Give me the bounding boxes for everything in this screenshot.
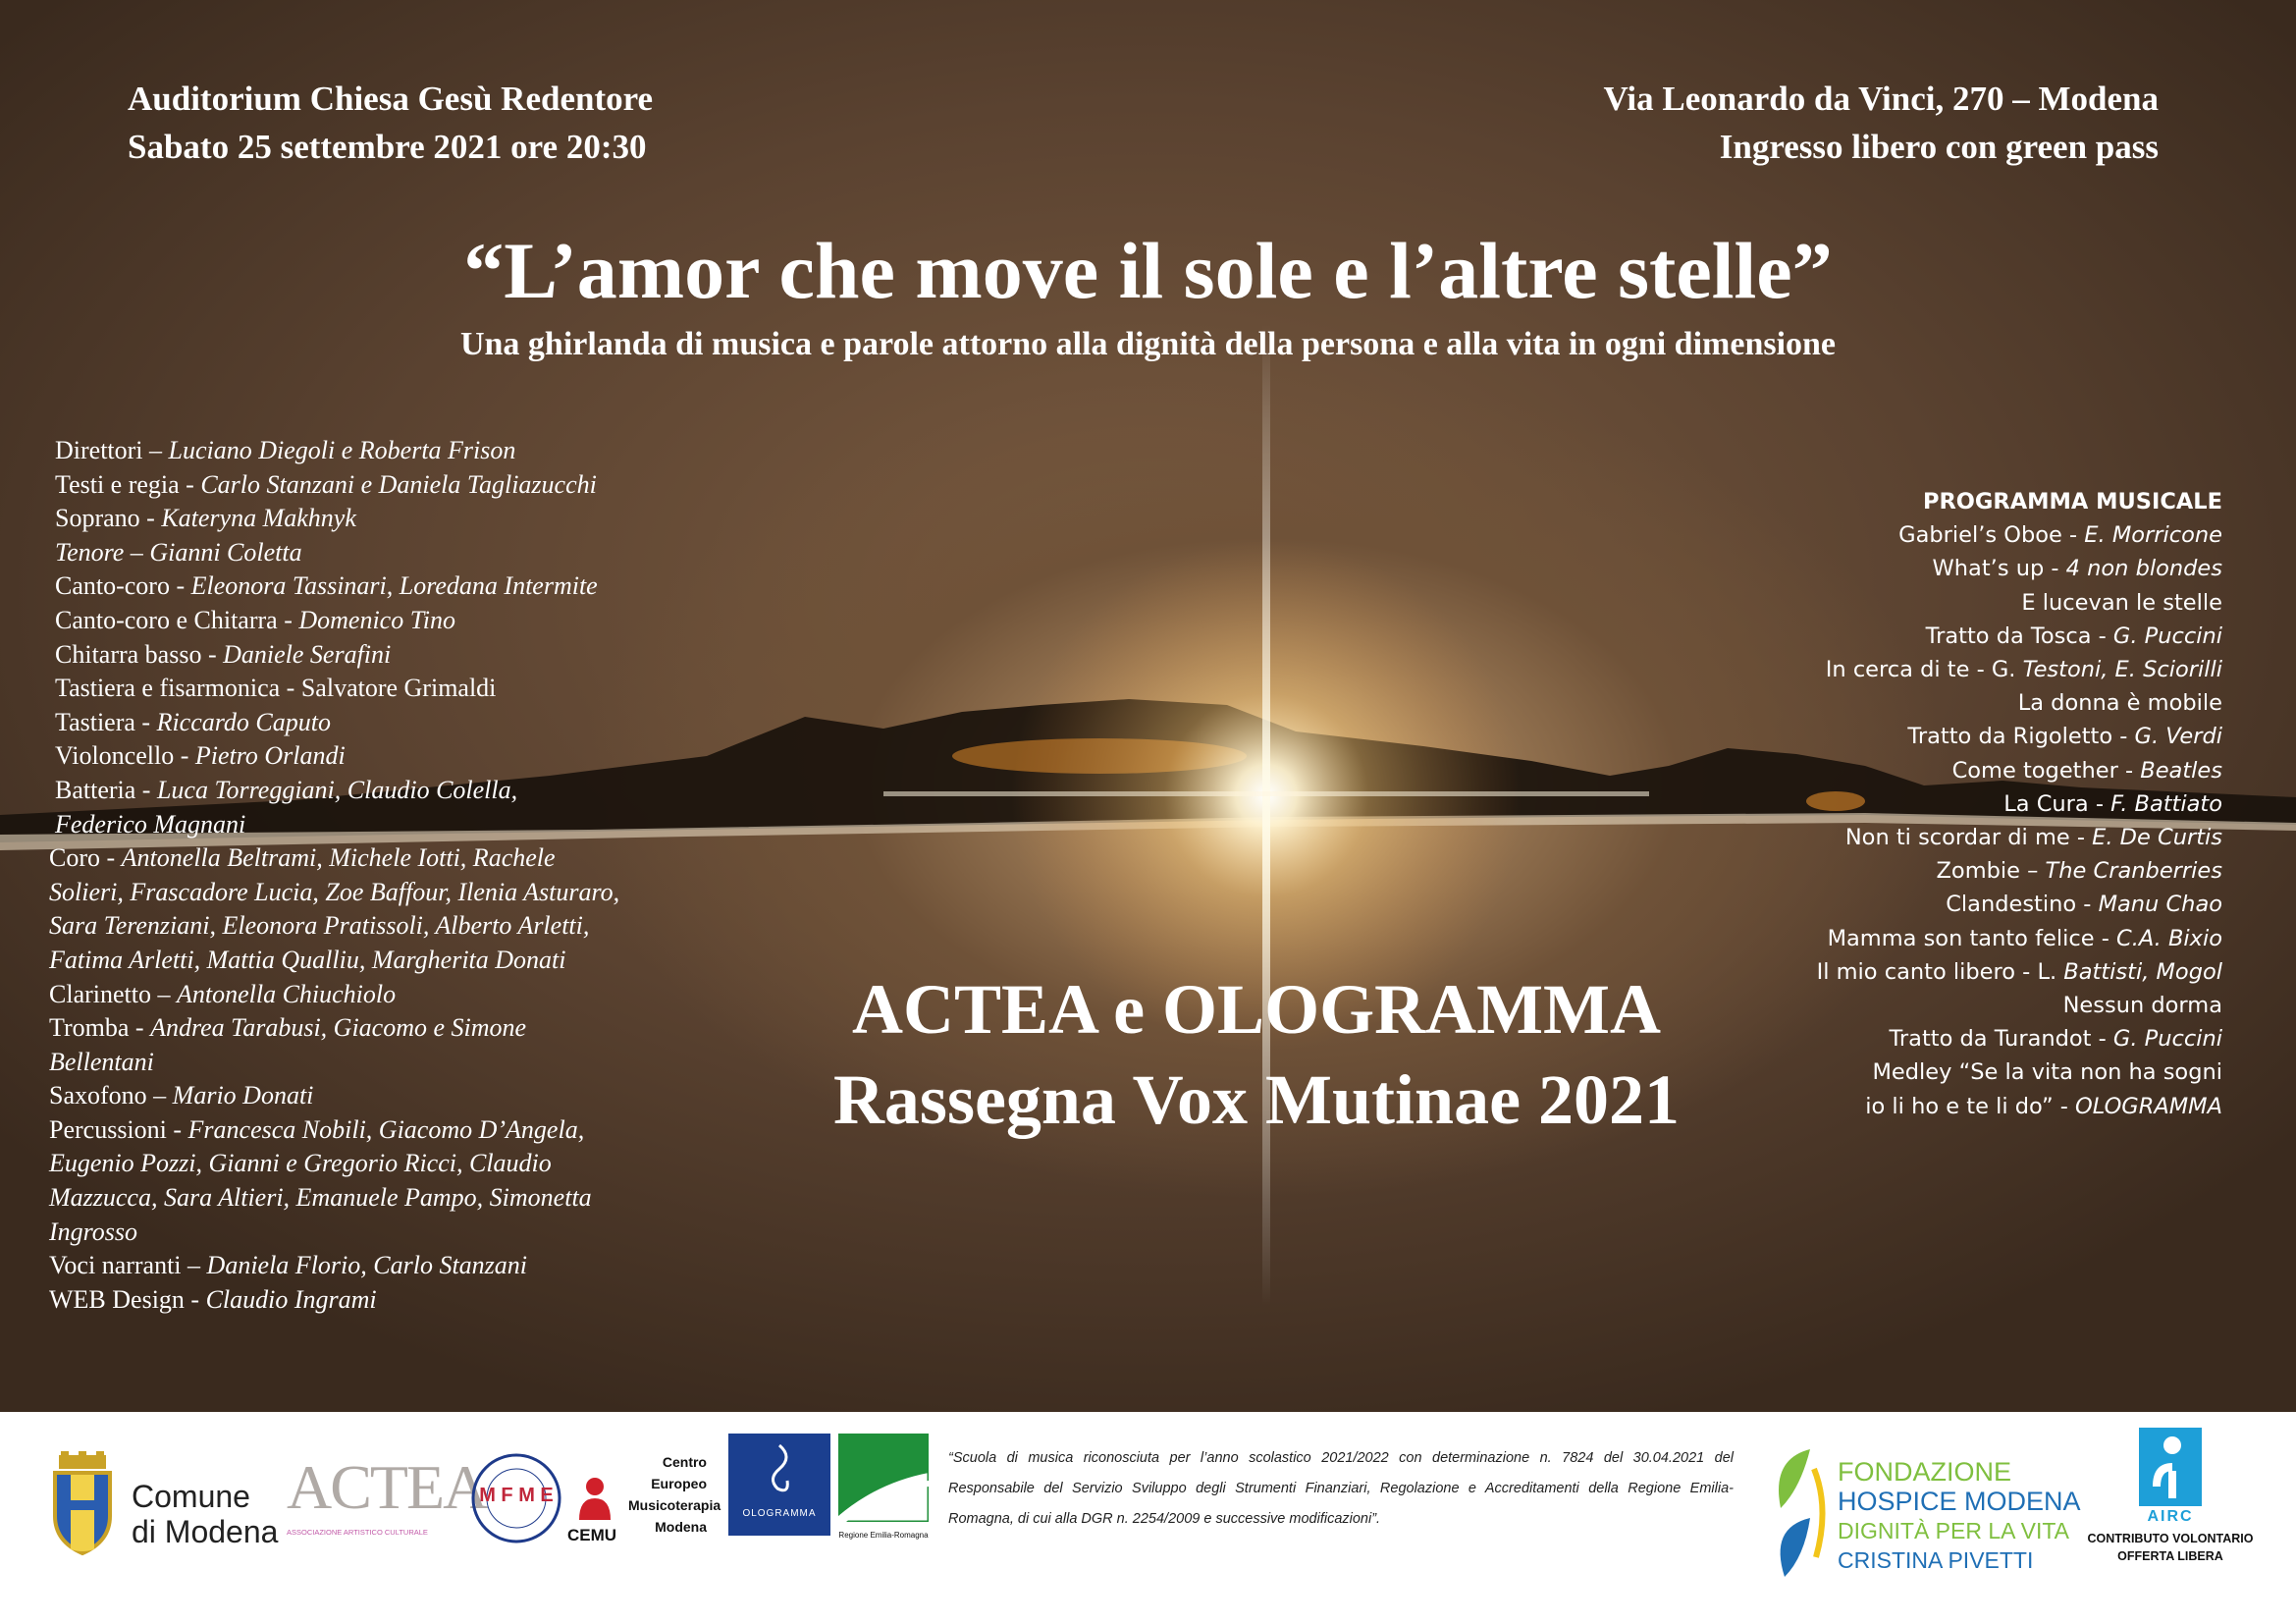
credit-line: Batteria - Luca Torreggiani, Claudio Colella, (55, 775, 518, 804)
program-item: Tratto da Turandot - G. Puccini (1889, 1026, 2222, 1053)
credits-list (49, 434, 664, 1317)
program-item: Mamma son tanto felice - C.A. Bixio (1827, 925, 2222, 951)
actea-subtitle: ASSOCIAZIONE ARTISTICO CULTURALE (287, 1528, 428, 1537)
entry-info: Ingresso libero con green pass (1719, 128, 2159, 166)
program-item: Tratto da Tosca - G. Puccini (1925, 623, 2222, 649)
comune-label: Comune (132, 1479, 250, 1514)
credit-line: Clarinetto – Antonella Chiuchiolo (49, 979, 397, 1008)
cemu-label: CEMU (567, 1526, 617, 1544)
ologramma-logo (728, 1434, 830, 1536)
credit-line: Tastiera e fisarmonica - Salvatore Grimaldi (55, 674, 497, 703)
airc-emblem-icon (2139, 1428, 2202, 1506)
credit-line: Canto-coro e Chitarra - Domenico Tino (55, 605, 455, 634)
credit-line: Federico Magnani (55, 809, 246, 839)
credit-line: Canto-coro - Eleonora Tassinari, Loredana Intermite (55, 571, 598, 601)
actea-logo-text: ACTEA (287, 1452, 487, 1522)
program-item: Non ti scordar di me - E. De Curtis (1844, 825, 2222, 851)
credit-line: Coro - Antonella Beltrami, Michele Iotti, Rachele Solieri, Frascadore Lucia, Zoe Baffour, Ilenia Asturaro, Sara Terenziani, Eleonora Pratissoli, Alberto Arletti, Fatima Arletti, Mattia Qualliu, Margherita Donati (49, 843, 620, 974)
program-item: Gabriel’s Oboe - E. Morricone (1898, 522, 2222, 549)
city-crest-icon (43, 1451, 122, 1559)
mfme-letters: M F M E (479, 1485, 554, 1506)
comune-modena-logo (43, 1439, 279, 1597)
credit-line: Saxofono – Mario Donati (49, 1081, 314, 1110)
credit-line: Tromba - Andrea Tarabusi, Giacomo e Simone Bellentani (49, 1013, 527, 1076)
organizers-names: ACTEA e OLOGRAMMA (852, 970, 1661, 1049)
festival-name: Rassegna Vox Mutinae 2021 (832, 1060, 1681, 1139)
address-info (1603, 75, 2159, 171)
program-heading: PROGRAMMA MUSICALE (1922, 489, 2222, 514)
credit-line: Violoncello - Pietro Orlandi (55, 741, 346, 771)
cemu-description: Centro Europeo Musicoterapia Modena (628, 1454, 721, 1535)
organizers (766, 964, 1747, 1145)
credit-line: Tastiera - Riccardo Caputo (55, 707, 331, 736)
treble-clef-icon (728, 1434, 830, 1502)
program-item: io li ho e te li do” - OLOGRAMMA (1865, 1093, 2222, 1119)
airc-label: AIRC (2147, 1508, 2194, 1525)
program-item: Il mio canto libero - L. Battisti, Mogol (1816, 958, 2222, 985)
cemu-figure-icon (575, 1477, 614, 1522)
actea-logo (287, 1452, 487, 1571)
program-item: In cerca di te - G. Testoni, E. Sciorilli (1825, 657, 2222, 683)
light-beam-vertical (1262, 324, 1270, 1306)
ologramma-label: OLOGRAMMA (742, 1508, 817, 1519)
venue-address: Via Leonardo da Vinci, 270 – Modena (1603, 80, 2159, 118)
credit-line: Tenore – Gianni Coletta (55, 537, 302, 567)
cemu-logo (567, 1451, 721, 1589)
program-item: Nessun dorma (2062, 993, 2222, 1019)
program-item: Clandestino - Manu Chao (1946, 892, 2222, 918)
school-recognition-note: “Scuola di musica riconosciuta per l’anno scolastico 2021/2022 con determinazione n. 7824 del 30.04.2021 del Responsabile del Servizio Sviluppo degli Strumenti Finanziari, Regolazione e Accreditamenti della Regione Emilia-Romagna, di cui alla DGR n. 2254/2009 e successive modificazioni”. (948, 1450, 1734, 1527)
credit-line: WEB Design - Claudio Ingrami (49, 1284, 377, 1314)
credit-line: Percussioni - Francesca Nobili, Giacomo D’Angela, Eugenio Pozzi, Gianni e Gregorio Ricci, Claudio Mazzucca, Sara Altieri, Emanuele Pampo, Simonetta Ingrosso (49, 1114, 592, 1246)
program-item: Come together - Beatles (1951, 757, 2222, 784)
program-item: Tratto da Rigoletto - G. Verdi (1907, 724, 2222, 750)
credit-line: Direttori – Luciano Diegoli e Roberta Frison (55, 436, 516, 464)
venue-name: Auditorium Chiesa Gesù Redentore (128, 80, 654, 118)
program-item: La donna è mobile (2017, 690, 2222, 717)
airc-logo (2077, 1428, 2264, 1614)
fondazione-hospice-logo (1761, 1430, 2085, 1606)
credit-line: Soprano - Kateryna Makhnyk (55, 504, 356, 533)
airc-contribution: CONTRIBUTO VOLONTARIO OFFERTA LIBERA (2087, 1532, 2254, 1563)
event-date: Sabato 25 settembre 2021 ore 20:30 (128, 128, 647, 166)
credit-line: Testi e regia - Carlo Stanzani e Daniela Tagliazucchi (55, 469, 597, 499)
program-item: Medley “Se la vita non ha sogni (1872, 1059, 2222, 1086)
regione-logo (838, 1434, 929, 1551)
program-item: La Cura - F. Battiato (2003, 790, 2222, 817)
venue-info (128, 75, 653, 171)
regione-label: Regione Emilia-Romagna (838, 1531, 929, 1540)
regione-emblem-icon (838, 1434, 929, 1522)
event-title: “L’amor che move il sole e l’altre stelle” (463, 226, 1833, 315)
fondazione-text: FONDAZIONE HOSPICE MODENA DIGNITÀ PER LA VITA CRISTINA PIVETTI (1838, 1457, 2081, 1573)
mfme-logo (469, 1451, 563, 1545)
credit-line: Voci narranti – Daniela Florio, Carlo Stanzani (49, 1251, 528, 1280)
comune-label-city: di Modena (132, 1514, 279, 1549)
event-subtitle: Una ghirlanda di musica e parole attorno alla dignità della persona e alla vita in ogni dimensione (459, 326, 1837, 362)
program-item: E lucevan le stelle (2021, 589, 2222, 616)
program-item: What’s up - 4 non blondes (1932, 556, 2222, 582)
credit-line: Chitarra basso - Daniele Serafini (55, 639, 392, 669)
sponsor-footer (0, 1412, 2296, 1624)
butterfly-icon (1761, 1430, 1840, 1597)
program-item: Zombie – The Cranberries (1936, 858, 2222, 885)
light-beam-horizontal (883, 791, 1649, 796)
